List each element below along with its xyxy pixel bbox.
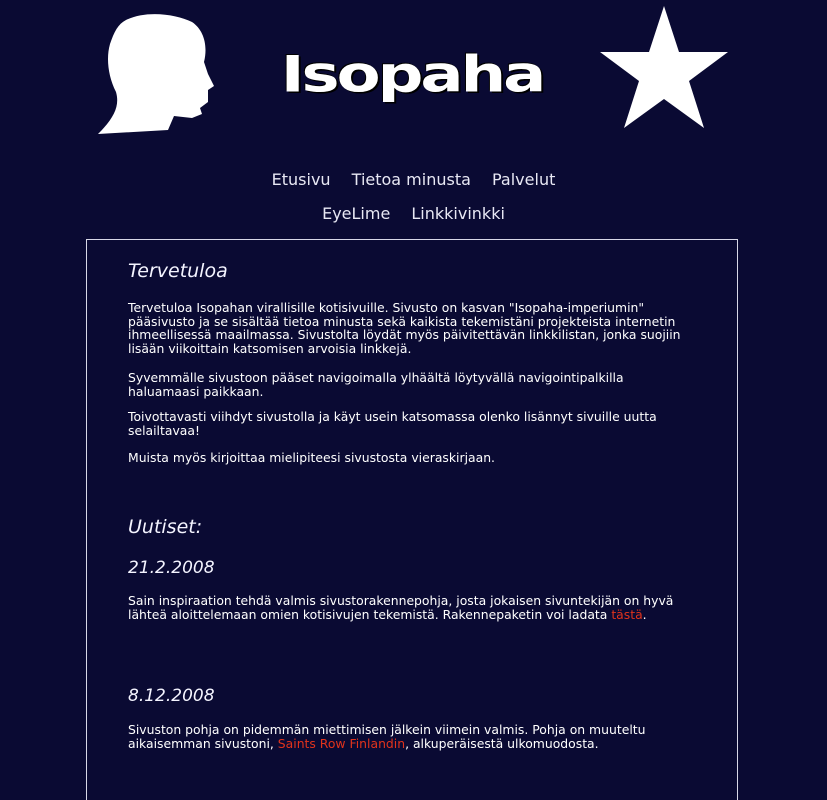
content-panel: [86, 239, 738, 800]
welcome-paragraph: Toivottavasti viihdyt sivustolla ja käyt usein katsomassa olenko lisännyt sivuille uutta selailtavaa!: [128, 409, 657, 438]
welcome-paragraph: Syvemmälle sivustoon pääset navigoimalla ylhäältä löytyvällä navigointipalkilla haluamaasi paikkaan.: [128, 370, 624, 399]
news-text: , alkuperäisestä ulkomuodosta.: [405, 735, 599, 751]
head-silhouette-icon: [96, 12, 216, 134]
welcome-paragraph: Muista myös kirjoittaa mielipiteesi sivustosta vieraskirjaan.: [128, 450, 495, 465]
news-item-text: [128, 594, 698, 621]
nav-etusivu[interactable]: Etusivu: [271, 170, 331, 189]
saints-row-finland-link[interactable]: Saints Row Finlandin: [277, 735, 406, 751]
site-logo[interactable]: [272, 46, 552, 104]
star-icon: [598, 6, 730, 130]
logo-text: Isopaha: [280, 46, 544, 104]
news-item-text: [128, 723, 698, 750]
news-text: Sivuston pohja on pidemmän miettimisen jälkein viimein valmis. Pohja on muuteltu aikaisemman sivustoni,: [128, 722, 646, 751]
news-heading: Uutiset:: [128, 516, 203, 538]
site-header: [0, 0, 827, 140]
nav-eyelime[interactable]: EyeLime: [322, 204, 391, 223]
welcome-paragraph: Tervetuloa Isopahan virallisille kotisivuille. Sivusto on kasvan "Isopaha-imperiumin" pääsivusto ja se sisältää tietoa minusta sekä kaikista tekemistäni projekteista internetin ihmeellisessä maailmassa. Sivustolta löydät myös päivitettävän linkkilistan, jonka suojiin lisään viikoittain katsomisen arvoisia linkkejä.: [128, 300, 681, 356]
main-navigation: [0, 170, 827, 189]
news-date: 8.12.2008: [128, 686, 215, 706]
main-navigation-row2: [0, 204, 827, 223]
nav-tietoa-minusta[interactable]: Tietoa minusta: [351, 170, 471, 189]
welcome-title: Tervetuloa: [128, 260, 228, 282]
nav-palvelut[interactable]: Palvelut: [492, 170, 556, 189]
news-date: 21.2.2008: [128, 558, 215, 578]
news-text: .: [642, 606, 647, 622]
news-text: Sain inspiraation tehdä valmis sivustorakennepohja, josta jokaisen sivuntekijän on hyvä lähteä aloittelemaan omien kotisivujen tekemistä. Rakennepaketin voi ladata: [128, 593, 674, 622]
nav-linkkivinkki[interactable]: Linkkivinkki: [411, 204, 505, 223]
download-link[interactable]: tästä: [611, 606, 643, 622]
